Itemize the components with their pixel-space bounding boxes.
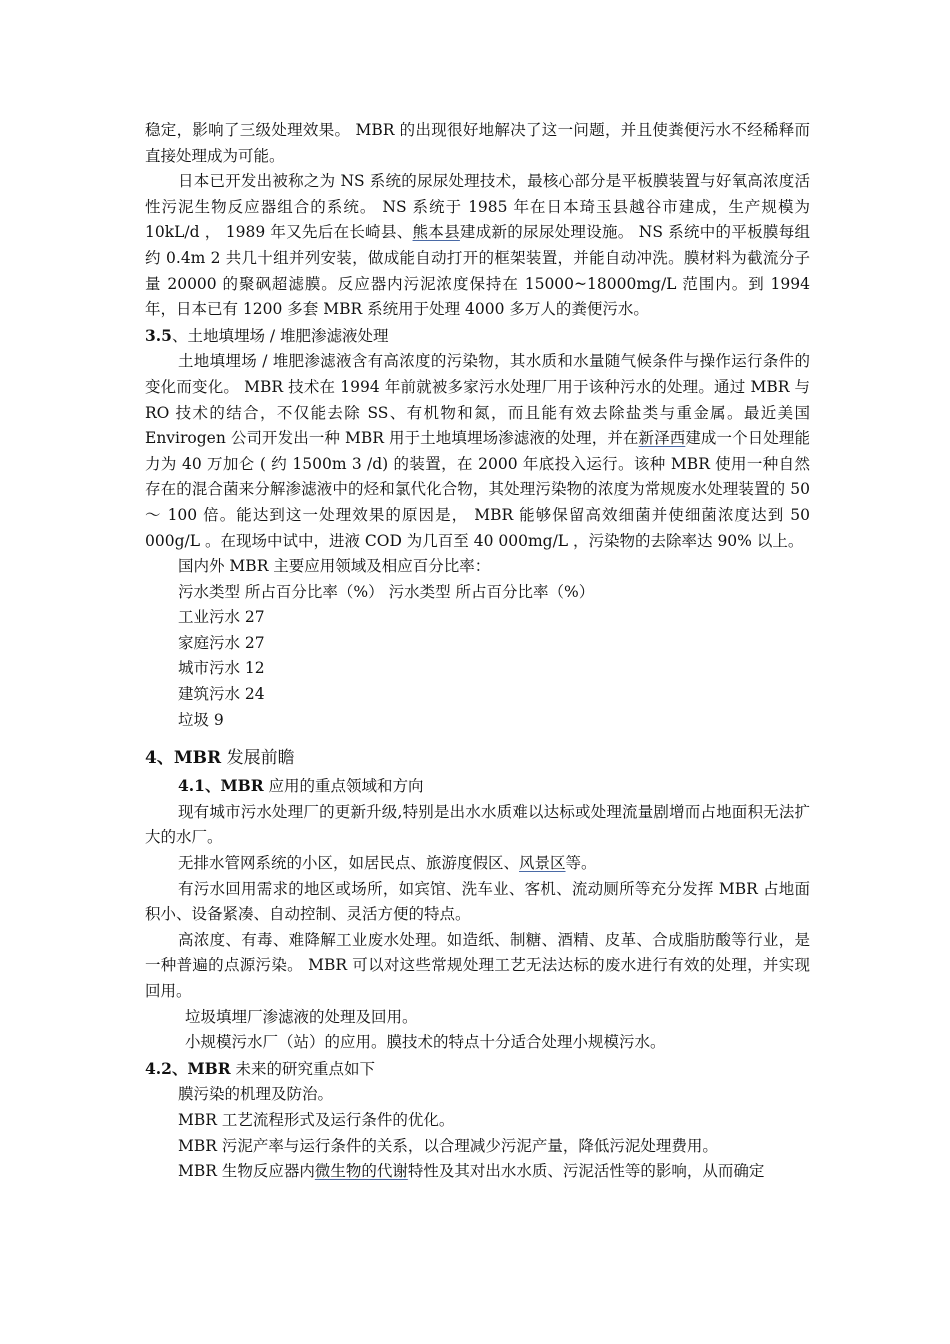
paragraph-sludge-yield: MBR 污泥产率与运行条件的关系，以合理减少污泥产量，降低污泥处理费用。	[178, 1136, 718, 1155]
table-intro: 国内外 MBR 主要应用领域及相应百分比率：	[178, 557, 491, 576]
paragraph-no-sewer: 无排水管网系统的小区，如居民点、旅游度假区、风景区等。	[178, 854, 597, 873]
heading-4: 4、MBR 发展前瞻	[145, 748, 295, 769]
paragraph-landfill-reuse: 垃圾填埋厂渗滤液的处理及回用。	[185, 1007, 418, 1026]
paragraph-mbr-intro: 稳定，影响了三级处理效果。 MBR 的出现很好地解决了这一问题，并且使粪便污水不经稀释而直接处理成为可能。	[145, 121, 810, 165]
table-row: 家庭污水 27	[178, 633, 265, 652]
application-table	[145, 554, 810, 733]
table-header: 污水类型 所占百分比率（%） 污水类型 所占百分比率（%）	[178, 582, 595, 601]
link-new-jersey[interactable]: 新泽西	[638, 429, 686, 448]
link-scenic-area[interactable]: 风景区	[519, 854, 566, 873]
heading-3-5: 3.5、土地填埋场 / 堆肥渗滤液处理	[145, 325, 389, 345]
paragraph-city-plants: 现有城市污水处理厂的更新升级,特别是出水水质难以达标或处理流量剧增而占地面积无法扩大的水厂。	[145, 802, 810, 847]
link-microbial-metabolism[interactable]: 微生物的代谢	[314, 1162, 408, 1181]
table-row: 工业污水 27	[178, 608, 265, 627]
paragraph-landfill: 土地填埋场 / 堆肥渗滤液含有高浓度的污染物，其水质和水量随气候条件与操作运行条件的变化而变化。 MBR 技术在 1994 年前就被多家污水处理厂用于该种污水的处理。通过 MBR 与 RO 技术的结合，不仅能去除 SS、有机物和氮，而且能有效去除盐类与重金属。最近美国 Envirogen 公司开发出一种 MBR 用于土地填埋场渗滤液的处理，并在新泽西建成一个日处理能力为 40 万加仑 ( 约 1500m 3 /d) 的装置，在 2000 年底投入运行。该种 MBR 使用一种自然存在的混合菌来分解渗滤液中的烃和氯代化合物，其处理污染物的浓度为常规废水处理装置的 50 ～ 100 倍。能达到这一处理效果的原因是， MBR 能够保留高效细菌并使细菌浓度达到 50 000g/L 。在现场中试中，进液 COD 为几百至 40 000mg/L ，污染物的去除率达 90% 以上。	[145, 352, 810, 550]
paragraph-fouling: 膜污染的机理及防治。	[178, 1085, 334, 1104]
table-row: 建筑污水 24	[178, 685, 265, 704]
paragraph-metabolism: MBR 生物反应器内微生物的代谢特性及其对出水水质、污泥活性等的影响，从而确定	[178, 1162, 765, 1181]
heading-4-2: 4.2、MBR 未来的研究重点如下	[145, 1058, 376, 1078]
heading-4-1: 4.1、MBR 应用的重点领域和方向	[178, 776, 424, 796]
link-kumamoto[interactable]: 熊本县	[412, 223, 460, 242]
paragraph-reuse: 有污水回用需求的地区或场所，如宾馆、洗车业、客机、流动厕所等充分发挥 MBR 占地面积小、设备紧凑、自动控制、灵活方便的特点。	[145, 879, 810, 924]
paragraph-process-opt: MBR 工艺流程形式及运行条件的优化。	[178, 1110, 455, 1129]
paragraph-ns-system: 日本已开发出被称之为 NS 系统的尿尿处理技术，最核心部分是平板膜装置与好氧高浓度活性污泥生物反应器组合的系统。 NS 系统于 1985 年在日本琦玉县越谷市建成，生产规模为 10kL/d ， 1989 年又先后在长崎县、熊本县建成新的尿尿处理设施。 NS 系统中的平板膜每组约 0.4m 2 共几十组并列安装，做成能自动打开的框架装置，并能自动冲洗。膜材料为截流分子量 20000 的聚砜超滤膜。反应器内污泥浓度保持在 15000~18000mg/L 范围内。到 1994 年，日本已有 1200 多套 MBR 系统用于处理 4000 多万人的粪便污水。	[145, 172, 810, 319]
paragraph-industrial: 高浓度、有毒、难降解工业废水处理。如造纸、制糖、酒精、皮革、合成脂肪酸等行业，是一种普遍的点源污染。 MBR 可以对这些常规处理工艺无法达标的废水进行有效的处理，并实现回用。	[145, 930, 810, 1000]
table-row: 城市污水 12	[178, 659, 265, 678]
paragraph-small-scale: 小规模污水厂（站）的应用。膜技术的特点十分适合处理小规模污水。	[185, 1033, 666, 1052]
table-row: 垃圾 9	[178, 710, 224, 729]
